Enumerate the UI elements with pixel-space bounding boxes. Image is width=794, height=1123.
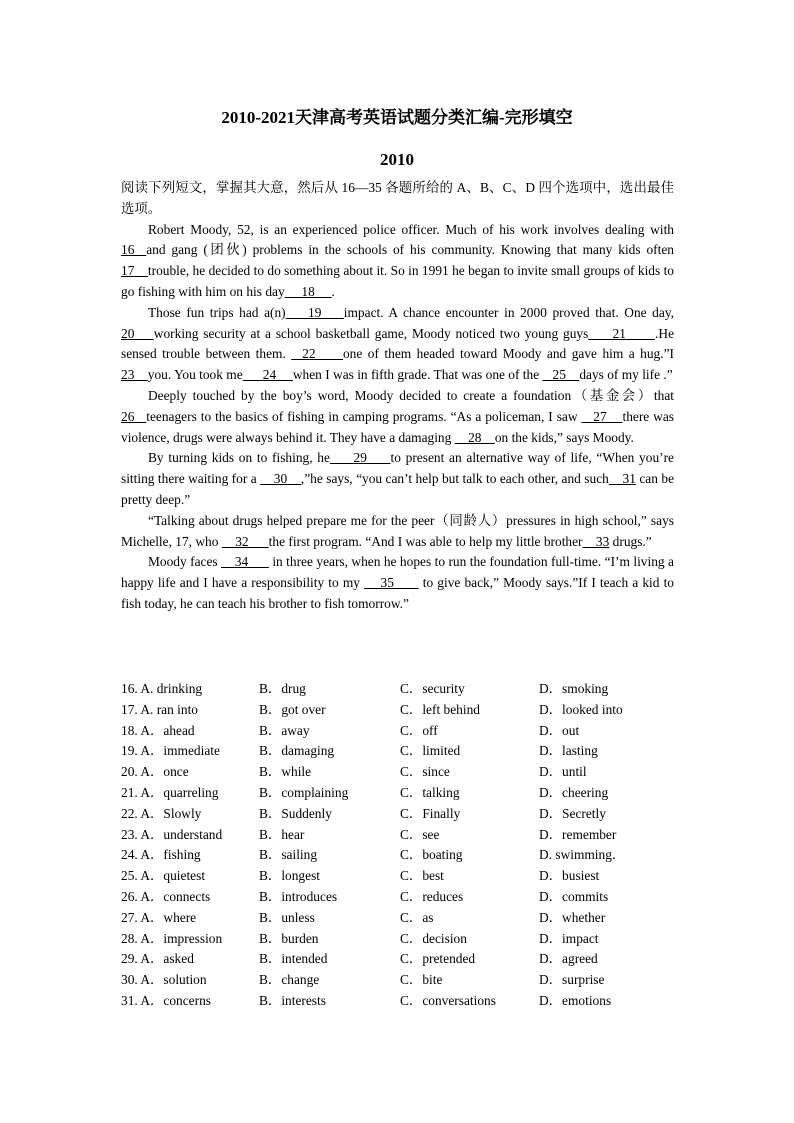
document-title: 2010-2021天津高考英语试题分类汇编-完形填空 [221, 108, 573, 127]
option-d: D. swimming． [539, 847, 626, 863]
passage-body [121, 178, 674, 615]
option-row-30 [121, 970, 681, 991]
option-row-27 [121, 908, 681, 929]
blank-22: 22 [291, 346, 343, 362]
option-a: 25. A．quietest [121, 868, 206, 884]
option-d: D．emotions [539, 992, 612, 1008]
blank-26: 26 [121, 408, 147, 424]
option-c: C．talking [400, 784, 460, 800]
option-b: B．damaging [259, 743, 335, 759]
option-a: 17. A. ran into [121, 701, 198, 717]
option-a: 16. A. drinking [121, 681, 203, 696]
option-c: C．Finally [400, 805, 461, 821]
option-d: D．looked into [539, 701, 623, 717]
option-c: C．boating [400, 847, 463, 863]
option-d: D．whether [539, 909, 606, 925]
option-b: B．interests [259, 992, 326, 1008]
option-d: D．until [539, 764, 587, 780]
option-d: D．lasting [539, 743, 598, 759]
option-d: D．out [539, 722, 580, 738]
option-c: C．left behind [400, 701, 480, 717]
option-c: C．off [400, 722, 438, 738]
option-a: 27. A．where [121, 909, 197, 925]
blank-27: 27 [581, 408, 623, 424]
option-a: 24. A．fishing [121, 847, 201, 863]
option-b: B．burden [259, 930, 319, 946]
option-d: D．smoking [539, 681, 609, 696]
option-d: D．impact [539, 930, 599, 946]
blank-32: 32 [221, 533, 269, 549]
option-a: 21. A．quarreling [121, 784, 219, 800]
section-year: 2010 [380, 150, 414, 169]
answer-options [121, 679, 681, 1012]
option-c: C．best [400, 868, 444, 884]
option-a: 22. A．Slowly [121, 805, 202, 821]
option-b: B．sailing [259, 847, 318, 863]
blank-18: 18 [284, 283, 332, 299]
blank-29: 29 [329, 450, 391, 466]
blank-31: 31 [608, 471, 636, 487]
option-row-25 [121, 866, 681, 887]
blank-17: 17 [121, 263, 148, 279]
option-row-23 [121, 825, 681, 846]
blank-21: 21 [588, 325, 656, 341]
option-a: 29. A．asked [121, 951, 194, 967]
option-b: B．hear [259, 826, 305, 842]
blank-25: 25 [542, 367, 580, 383]
option-row-24 [121, 845, 681, 866]
blank-28: 28 [454, 429, 495, 445]
option-c: C．conversations [400, 992, 496, 1008]
option-d: D．cheering [539, 784, 609, 800]
option-c: C．since [400, 764, 450, 780]
paragraph-5: “Talking about drugs helped prepare me for the peer（同龄人）pressures in high school,” says Michelle, 17, who 32 the first program. “And I was able to help my little brother 33 drugs.” [121, 512, 674, 549]
option-c: C．pretended [400, 951, 476, 967]
option-c: C．bite [400, 972, 443, 988]
blank-24: 24 [242, 367, 293, 383]
option-row-21 [121, 783, 681, 804]
blank-35: 35 [364, 575, 419, 591]
paragraph-4: By turning kids on to fishing, he 29 to present an alternative way of life, “When you’re sitting there waiting for a 30 ,”he says, “you can’t help but talk to each other, and such 31 can be pretty deep.” [121, 450, 675, 507]
option-b: B．longest [259, 868, 321, 884]
option-b: B．away [259, 722, 310, 738]
paragraph-3: Deeply touched by the boy’s word, Moody decided to create a foundation（基金会）that 26 teenagers to the basics of fishing in camping programs. “As a policeman, I saw 27 there was violence, drugs were always behind it. They have a damaging 28 on the kids,” says Moody. [121, 387, 674, 445]
option-d: D．busiest [539, 868, 600, 884]
option-b: B．change [259, 972, 320, 988]
instructions: 阅读下列短文，掌握其大意，然后从 16—35 各题所给的 A、B、C、D 四个选项中，选出最佳选项。 [121, 180, 674, 216]
option-d: D．Secretly [539, 805, 606, 821]
option-a: 23. A．understand [121, 826, 223, 842]
option-a: 28. A．impression [121, 930, 223, 946]
option-a: 26. A．connects [121, 888, 211, 904]
blank-33: 33 [582, 533, 610, 549]
blank-34: 34 [221, 554, 269, 570]
option-b: B．intended [259, 951, 328, 967]
option-row-29 [121, 949, 681, 970]
option-a: 18. A．ahead [121, 722, 195, 738]
option-row-17 [121, 700, 681, 721]
option-row-16 [121, 679, 681, 700]
blank-30: 30 [260, 471, 301, 487]
option-c: C．limited [400, 743, 461, 759]
paragraph-2: Those fun trips had a(n) 19 impact. A chance encounter in 2000 proved that. One day, 20 working security at a school basketball game, Moody noticed two young guys 21 .He sensed trouble between them. 22 one of them headed toward Moody and gave him a hug.”I 23 you. You took me 24 when I was in fifth grade. That was one of the 25 days of my life .” [121, 304, 675, 383]
option-c: C．reduces [400, 888, 464, 904]
option-row-19 [121, 741, 681, 762]
blank-20: 20 [121, 325, 154, 341]
option-d: D．agreed [539, 951, 598, 967]
blank-19: 19 [285, 304, 344, 320]
option-d: D．remember [539, 826, 617, 842]
option-b: B．unless [259, 909, 315, 925]
option-row-22 [121, 804, 681, 825]
option-a: 20. A．once [121, 764, 189, 780]
option-b: B．Suddenly [259, 805, 332, 821]
option-c: C．as [400, 909, 434, 925]
option-b: B．drug [259, 681, 306, 696]
option-c: C．see [400, 826, 440, 842]
option-b: B．while [259, 764, 312, 780]
blank-16: 16 [121, 242, 147, 258]
option-row-20 [121, 762, 681, 783]
option-a: 31. A．concerns [121, 992, 211, 1008]
option-row-28 [121, 929, 681, 950]
option-d: D．commits [539, 888, 609, 904]
option-a: 30. A．solution [121, 972, 207, 988]
option-c: C．security [400, 681, 465, 696]
option-b: B．introduces [259, 888, 338, 904]
option-c: C．decision [400, 930, 467, 946]
option-b: B．complaining [259, 784, 349, 800]
option-row-18 [121, 721, 681, 742]
option-a: 19. A．immediate [121, 743, 220, 759]
paragraph-6: Moody faces 34 in three years, when he hopes to run the foundation full-time. “I’m living a happy life and I have a responsibility to my 35 to give back,” Moody says.”If I teach a kid to fish today, he can teach his brother to fish tomorrow.” [121, 554, 674, 611]
option-b: B．got over [259, 701, 326, 717]
blank-23: 23 [121, 367, 148, 383]
option-row-31 [121, 991, 681, 1012]
option-row-26 [121, 887, 681, 908]
option-d: D．surprise [539, 972, 605, 988]
paragraph-1: Robert Moody, 52, is an experienced police officer. Much of his work involves dealing with 16 and gang (团伙) problems in the schools of his community. Knowing that many kids often 17 trouble, he decided to do something about it. So in 1991 he began to invite small groups of kids to go fishing with him on his day 18 . [121, 221, 674, 299]
